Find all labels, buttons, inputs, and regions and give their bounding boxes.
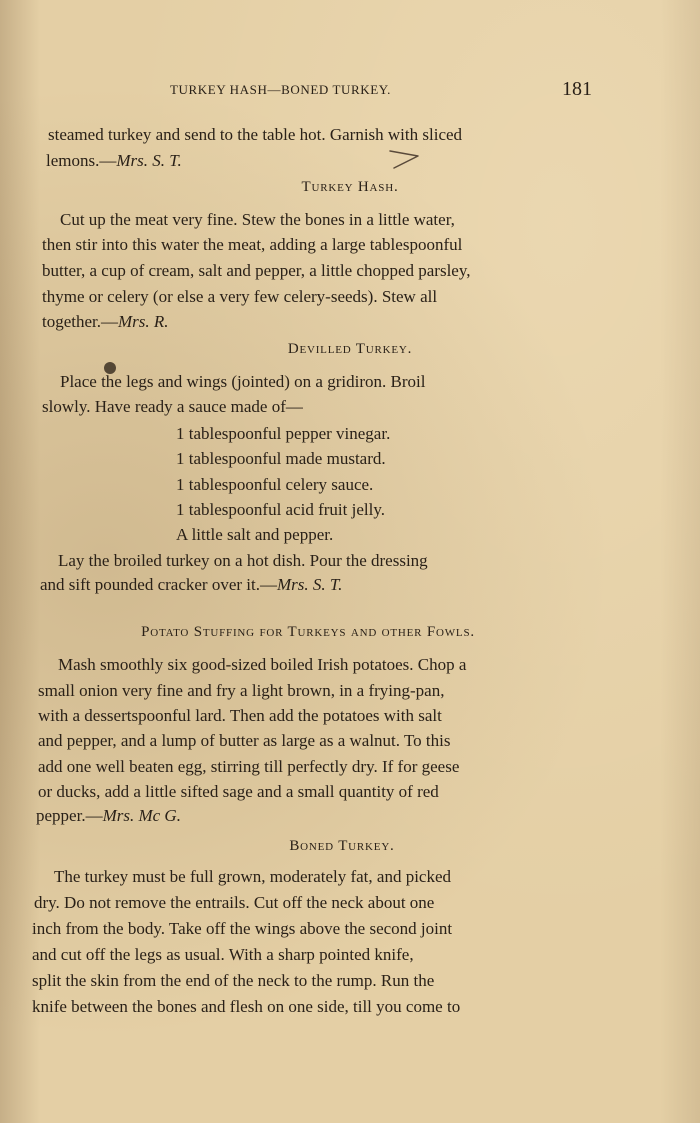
ingredient-item: 1 tablespoonful made mustard.	[176, 449, 386, 468]
ingredient-item: 1 tablespoonful pepper vinegar.	[176, 424, 391, 443]
ingredient-item: A little salt and pepper.	[176, 525, 334, 544]
potato-line-3: with a dessertspoonful lard. Then add the potatoes with salt	[38, 706, 442, 725]
heading-potato-stuffing: Potato Stuffing for Turkeys and other Fowls.	[141, 624, 475, 640]
potato-line-5: add one well beaten egg, stirring till perfectly dry. If for geese	[38, 757, 460, 776]
devilled-line-1: Place the legs and wings (jointed) on a gridiron. Broil	[60, 372, 426, 391]
potato-line-6: or ducks, add a little sifted sage and a small quantity of red	[38, 782, 439, 801]
devilled-closing-line-2: and sift pounded cracker over it.—Mrs. S. T.	[40, 575, 343, 594]
intro-attribution: Mrs. S. T.	[116, 151, 182, 170]
intro-line-1: steamed turkey and send to the table hot. Garnish with sliced	[48, 125, 463, 144]
boned-line-4: and cut off the legs as usual. With a sharp pointed knife,	[32, 945, 414, 964]
potato-attribution: Mrs. Mc G.	[102, 806, 181, 825]
running-head: TURKEY HASH—BONED TURKEY.	[170, 82, 391, 97]
turkey-hash-line-1: Cut up the meat very fine. Stew the bones in a little water,	[60, 210, 455, 229]
devilled-closing-line-1: Lay the broiled turkey on a hot dish. Pour the dressing	[58, 551, 428, 570]
boned-line-6: knife between the bones and flesh on one side, till you come to	[32, 997, 461, 1016]
page-number: 181	[562, 78, 592, 100]
turkey-hash-line-3: butter, a cup of cream, salt and pepper, a little chopped parsley,	[42, 261, 471, 280]
boned-line-3: inch from the body. Take off the wings above the second joint	[32, 919, 453, 938]
potato-line-7: pepper.—Mrs. Mc G.	[36, 806, 181, 825]
potato-line-2: small onion very fine and fry a light brown, in a frying-pan,	[38, 681, 445, 700]
turkey-hash-line-5: together.—Mrs. R.	[42, 312, 169, 331]
page-header	[170, 78, 600, 104]
turkey-hash-line-2: then stir into this water the meat, adding a large tablespoonful	[42, 235, 463, 254]
ingredient-item: 1 tablespoonful celery sauce.	[176, 475, 374, 494]
boned-line-5: split the skin from the end of the neck to the rump. Run the	[32, 971, 435, 990]
devilled-attribution: Mrs. S. T.	[276, 575, 343, 594]
potato-line-4: and pepper, and a lump of butter as large as a walnut. To this	[38, 731, 451, 750]
heading-boned-turkey: Boned Turkey.	[289, 838, 395, 854]
intro-line-2: lemons.—Mrs. S. T.	[46, 151, 182, 170]
boned-line-1: The turkey must be full grown, moderately fat, and picked	[54, 867, 452, 886]
potato-line-1: Mash smoothly six good-sized boiled Irish potatoes. Chop a	[58, 655, 467, 674]
ingredient-item: 1 tablespoonful acid fruit jelly.	[176, 500, 385, 519]
heading-turkey-hash: Turkey Hash.	[301, 179, 399, 195]
turkey-hash-line-4: thyme or celery (or else a very few celery-seeds). Stew all	[42, 287, 438, 306]
heading-devilled-turkey: Devilled Turkey.	[287, 341, 413, 357]
devilled-line-2: slowly. Have ready a sauce made of—	[42, 397, 303, 416]
pencil-mark-icon	[388, 148, 422, 170]
turkey-hash-attribution: Mrs. R.	[118, 312, 169, 331]
boned-line-2: dry. Do not remove the entrails. Cut off the neck about one	[34, 893, 435, 912]
